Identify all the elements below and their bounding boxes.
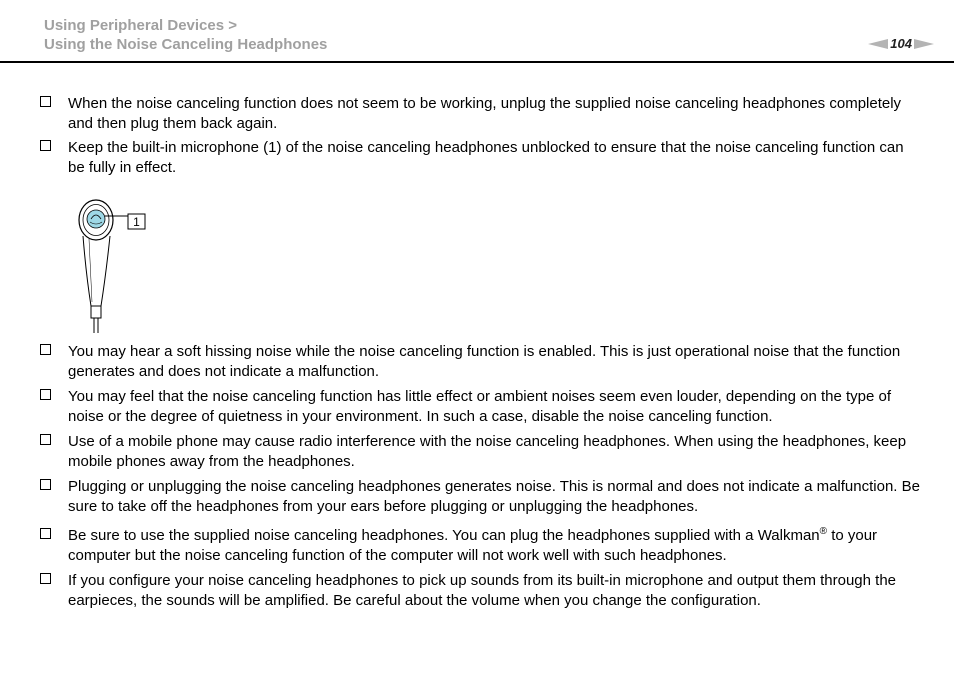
list-item [40,342,920,381]
callout-label: 1 [133,215,140,229]
checkbox-bullet-icon [40,528,51,539]
breadcrumb [44,16,327,54]
list-item-text: You may hear a soft hissing noise while the noise canceling function is enabled. This is just operational noise that the function generates and does not indicate a malfunction. [68,343,901,380]
checkbox-bullet-icon [40,140,51,151]
next-page-arrow-icon[interactable] [914,39,934,49]
list-item [40,138,920,177]
list-item [40,94,920,133]
checkbox-bullet-icon [40,389,51,400]
list-item [40,477,920,516]
registered-mark: ® [819,526,828,537]
breadcrumb-section[interactable]: Using Peripheral Devices > [44,17,238,34]
page-navigation [868,36,934,51]
page-number: 104 [890,36,912,51]
list-item-text: You may feel that the noise canceling function has little effect or ambient noises seem even louder, depending on the type of noise or the degree of quietness in your environment. In such a case, disable the noise canceling function. [68,388,892,425]
list-item-text-end: to your computer but the noise canceling function of the computer will not work well with such headphones. [68,527,878,564]
checkbox-bullet-icon [40,344,51,355]
checkbox-bullet-icon [40,479,51,490]
previous-page-arrow-icon[interactable] [868,39,888,49]
earphone-illustration [74,194,154,341]
list-item [40,432,920,471]
list-item-text: If you configure your noise canceling headphones to pick up sounds from its built-in microphone and output them through the earpieces, the sounds will be amplified. Be careful about the volume when you change the configuration. [68,572,897,609]
checkbox-bullet-icon [40,96,51,107]
list-item [40,571,920,610]
list-item-text: Keep the built-in microphone (1) of the noise canceling headphones unblocked to ensure that the noise canceling function can be fully in effect. [68,139,904,176]
list-item-text: Plugging or unplugging the noise canceling headphones generates noise. This is normal and does not indicate a malfunction. Be sure to take off the headphones from your ears before plugging or unplugging the headphones. [68,478,920,515]
header-rule [0,61,954,63]
list-item-text: Use of a mobile phone may cause radio interference with the noise canceling headphones. When using the headphones, keep mobile phones away from the headphones. [68,433,907,470]
list-item-text: When the noise canceling function does not seem to be working, unplug the supplied noise canceling headphones completely and then plug them back again. [68,95,902,132]
checkbox-bullet-icon [40,434,51,445]
list-item [40,387,920,426]
list-item-text-start: Be sure to use the supplied noise canceling headphones. You can plug the headphones supplied with a Walkman [68,527,820,544]
list-item [40,526,920,565]
list-item-text [68,526,920,565]
earphone-icon [74,194,154,336]
breadcrumb-page[interactable]: Using the Noise Canceling Headphones [44,36,328,53]
checkbox-bullet-icon [40,573,51,584]
